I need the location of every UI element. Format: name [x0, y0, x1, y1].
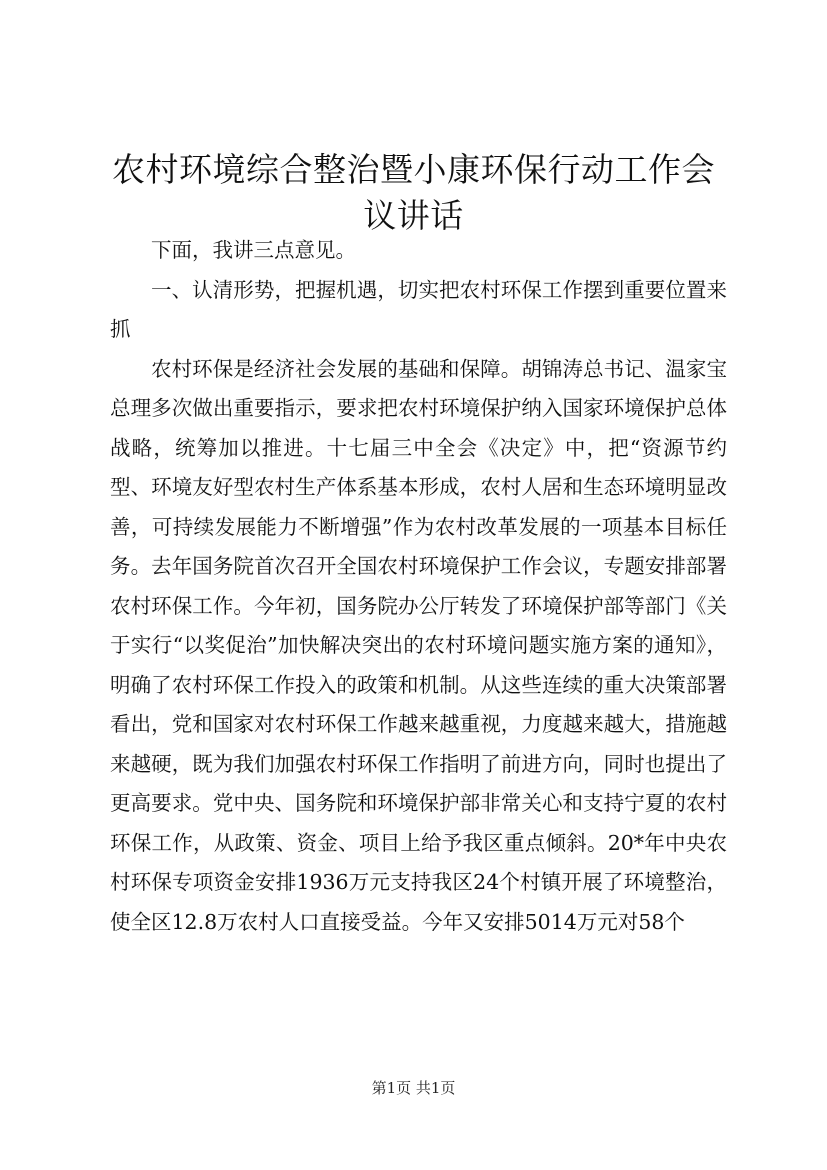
paragraph-intro: 下面，我讲三点意见。 — [151, 238, 356, 262]
paragraph-main: 农村环保是经济社会发展的基础和保障。胡锦涛总书记、温家宝总理多次做出重要指示，要求把农村环境保护纳入国家环境保护总体战略，统筹加以推进。十七届三中全会《决定》中，把“资源节约型、环境友好型农村生产体系基本形成，农村人居和生态环境明显改善，可持续发展能力不断增强”作为农村改革发展的一项基本目标任务。去年国务院首次召开全国农村环境保护工作会议，专题安排部署农村环保工作。今年初，国务院办公厅转发了环境保护部等部门《关于实行“以奖促治”加快解决突出的农村环境问题实施方案的通知》，明确了农村环保工作投入的政策和机制。从这些连续的重大决策部署看出，党和国家对农村环保工作越来越重视，力度越来越大，措施越来越硬，既为我们加强农村环保工作指明了前进方向，同时也提出了更高要求。党中央、国务院和环境保护部非常关心和支持宁夏的农村环保工作，从政策、资金、项目上给予我区重点倾斜。20*年中央农村环保专项资金安排1936万元支持我区24个村镇开展了环境整治，使全区12.8万农村人口直接受益。今年又安排5014万元对58个 — [110, 356, 727, 934]
page-number-footer: 第1页 共1页 — [371, 1079, 456, 1097]
paragraph-section-heading: 一、认清形势，把握机遇，切实把农村环保工作摆到重要位置来抓 — [110, 277, 727, 341]
document-title: 农村环境综合整治暨小康环保行动工作会议讲话 — [112, 150, 715, 235]
document-body — [110, 231, 727, 942]
